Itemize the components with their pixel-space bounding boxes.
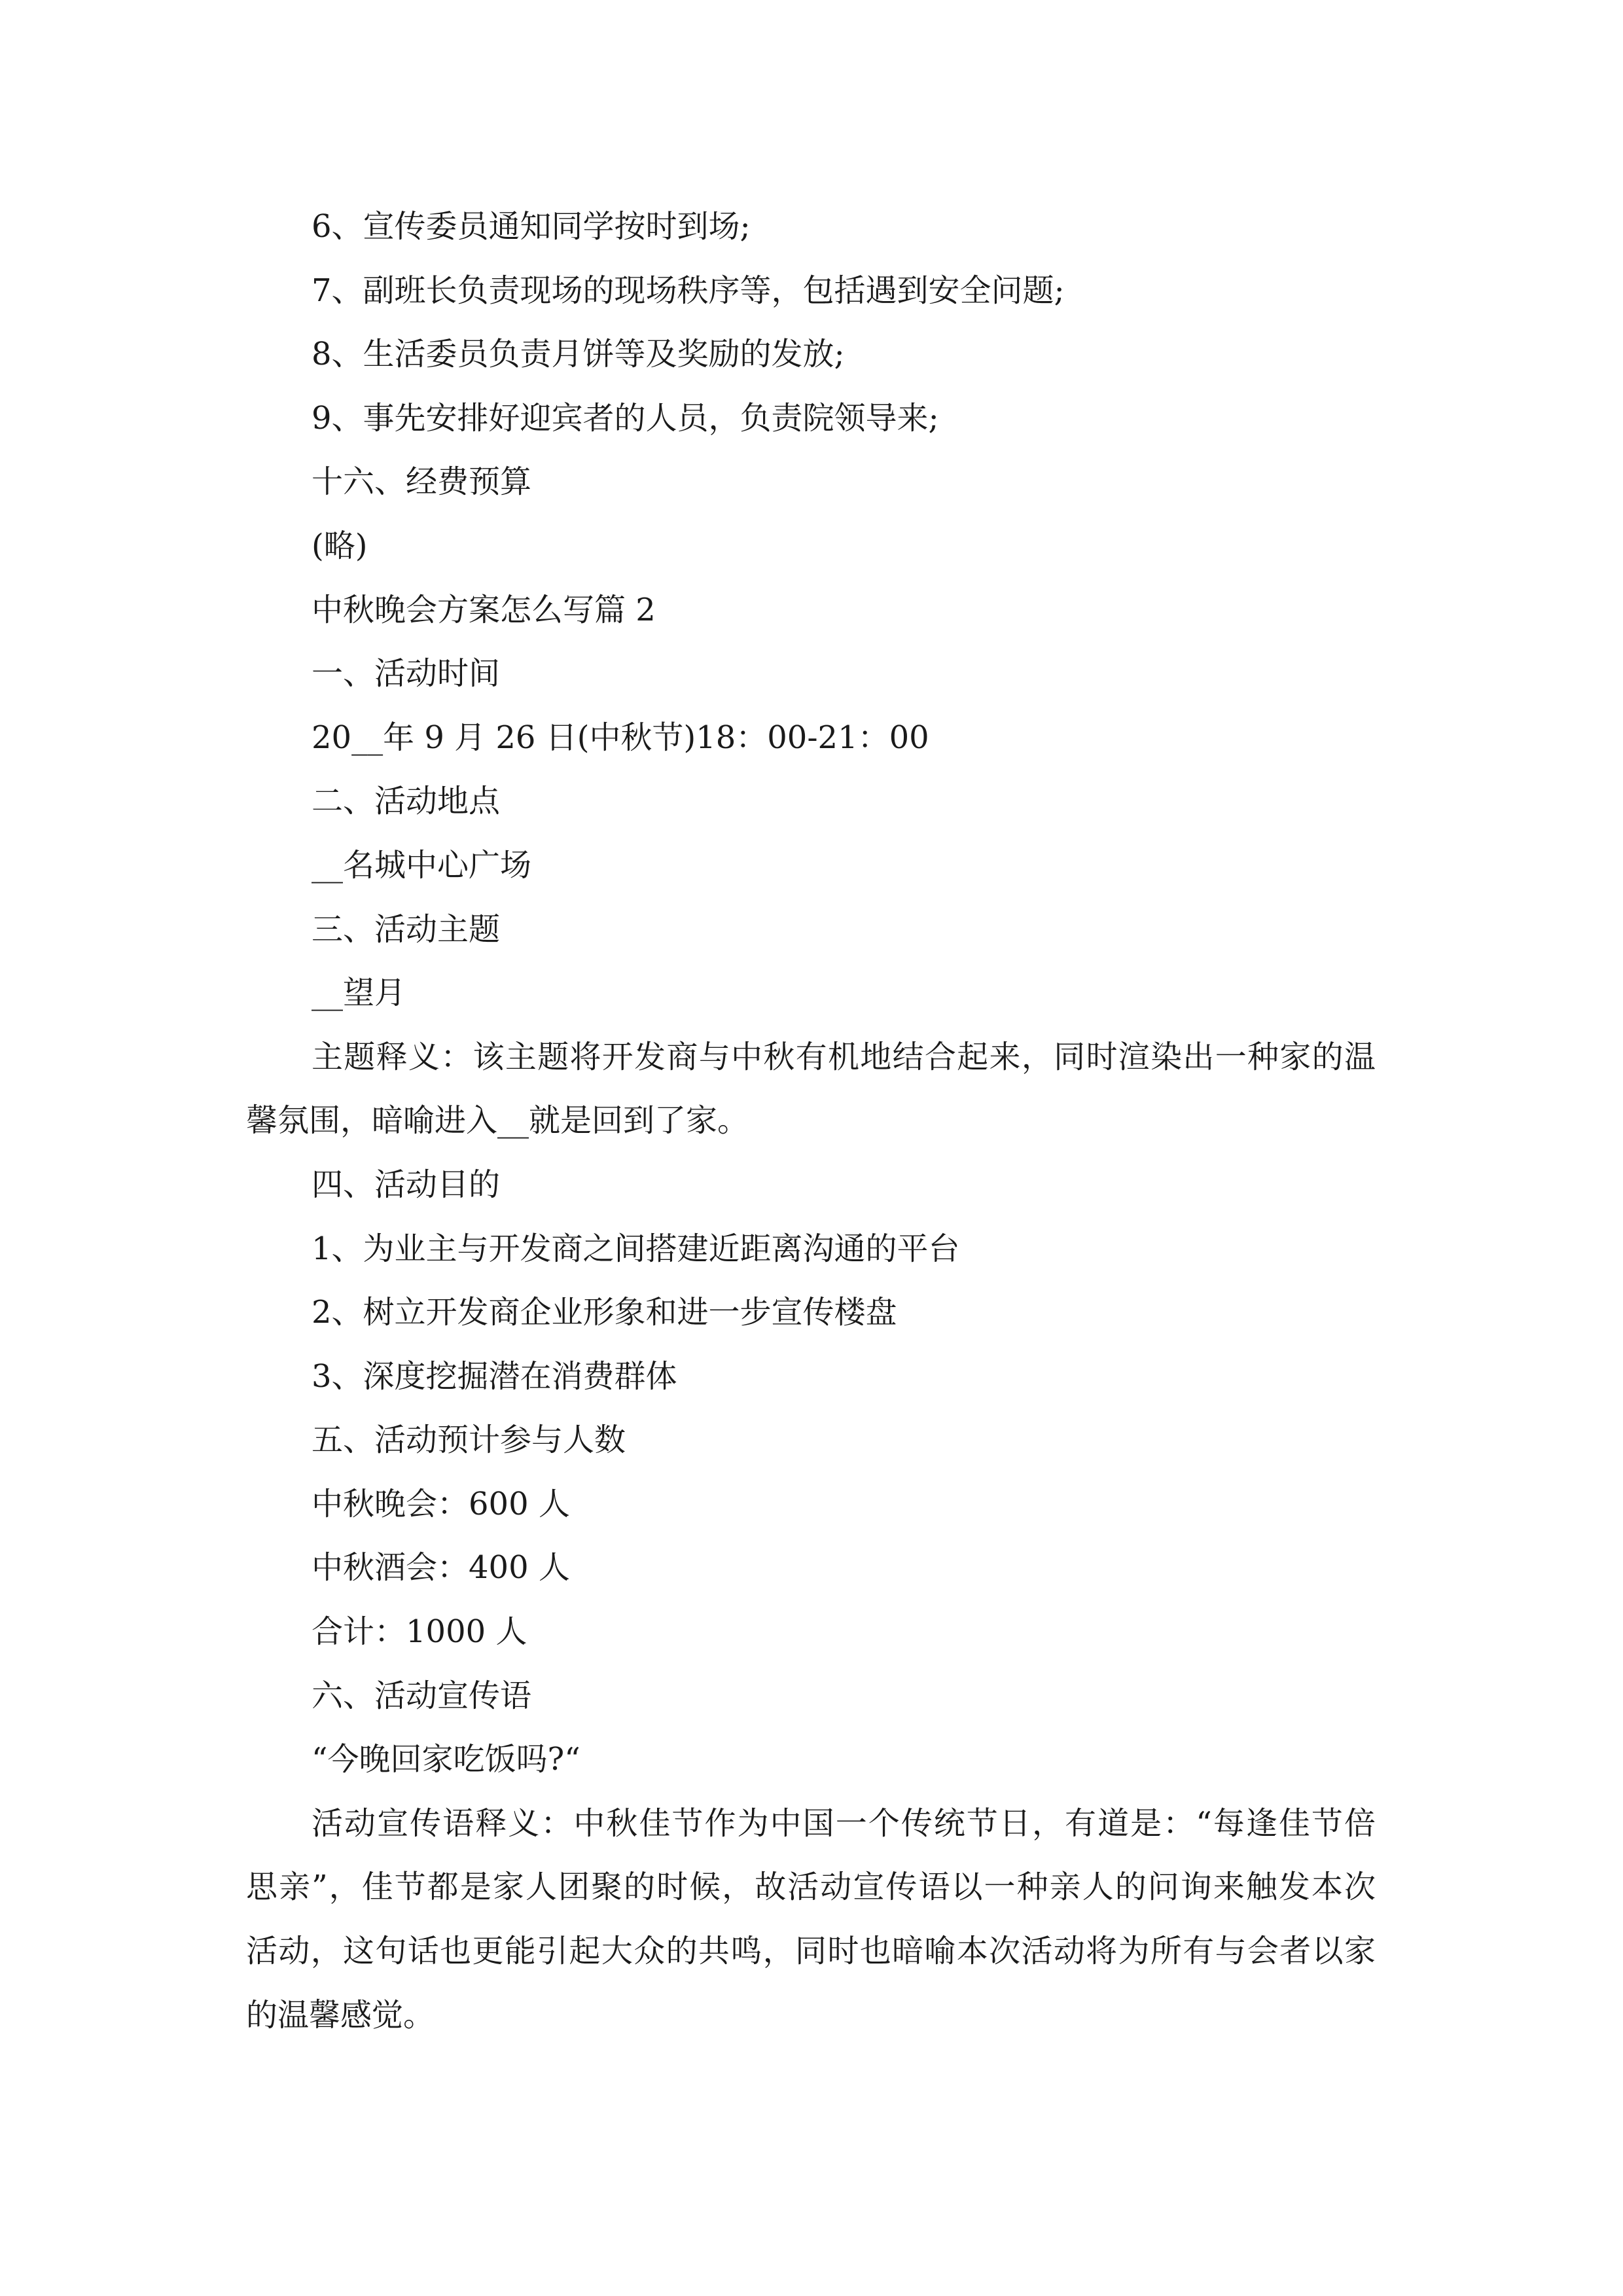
text-line: 中秋酒会：400 人	[312, 1549, 570, 1587]
text-line: 十六、经费预算	[312, 463, 532, 501]
goal-item-1	[246, 1217, 1376, 1282]
text-line: 中秋晚会方案怎么写篇 2	[312, 591, 656, 628]
duty-item-9	[246, 387, 1376, 451]
text-line: 四、活动目的	[312, 1166, 501, 1203]
text-line: 活动，这句话也更能引起大众的共鸣，同时也暗喻本次活动将为所有与会者以家	[246, 1933, 1376, 1970]
budget-note	[246, 514, 1376, 579]
duty-item-8	[246, 323, 1376, 387]
text-line: 五、活动预计参与人数	[312, 1422, 626, 1459]
attendance-banquet	[246, 1536, 1376, 1600]
text-line: 1、为业主与开发商之间搭建近距离沟通的平台	[312, 1230, 960, 1267]
goal-item-2	[246, 1281, 1376, 1345]
text-line: 合计：1000 人	[312, 1613, 527, 1651]
slogan-explanation	[246, 1792, 1376, 2047]
theme-explanation	[246, 1026, 1376, 1153]
event-theme	[246, 961, 1376, 1026]
section-heading-goals	[246, 1153, 1376, 1217]
text-line: 的温馨感觉。	[246, 1996, 435, 2034]
text-line: 8、生活委员负责月饼等及奖励的发放;	[312, 336, 845, 373]
section-heading-budget	[246, 450, 1376, 514]
text-line: 馨氛围，暗喻进入__就是回到了家。	[246, 1102, 749, 1139]
attendance-gala	[246, 1473, 1376, 1537]
text-line: 9、事先安排好迎宾者的人员，负责院领导来;	[312, 399, 939, 437]
section-heading-time	[246, 642, 1376, 706]
text-line: __望月	[312, 975, 406, 1012]
text-line: 活动宣传语释义：中秋佳节作为中国一个传统节日，有道是：“每逢佳节倍	[312, 1804, 1376, 1842]
text-line: 2、树立开发商企业形象和进一步宣传楼盘	[312, 1294, 897, 1331]
slogan	[246, 1728, 1376, 1792]
document-body	[246, 195, 1376, 2047]
text-line: 六、活动宣传语	[312, 1677, 532, 1714]
text-line: (略)	[312, 527, 368, 564]
text-line: 7、副班长负责现场的现场秩序等，包括遇到安全问题;	[312, 272, 1065, 309]
section-heading-venue	[246, 770, 1376, 834]
text-line: 6、宣传委员通知同学按时到场;	[312, 208, 751, 245]
text-line: __名城中心广场	[312, 846, 532, 884]
text-line: 中秋晚会：600 人	[312, 1485, 570, 1522]
duty-item-7	[246, 259, 1376, 323]
article-title	[246, 579, 1376, 643]
text-line: 主题释义：该主题将开发商与中秋有机地结合起来，同时渲染出一种家的温	[312, 1038, 1376, 1075]
text-line: 思亲”，佳节都是家人团聚的时候，故活动宣传语以一种亲人的问询来触发本次	[246, 1869, 1376, 1906]
text-line: 二、活动地点	[312, 783, 501, 820]
text-line: 三、活动主题	[312, 910, 501, 948]
goal-item-3	[246, 1345, 1376, 1409]
text-line: 20__年 9 月 26 日(中秋节)18：00-21：00	[312, 719, 929, 756]
event-venue	[246, 834, 1376, 898]
attendance-total	[246, 1600, 1376, 1664]
section-heading-slogan	[246, 1664, 1376, 1729]
duty-item-6	[246, 195, 1376, 259]
text-line: 一、活动时间	[312, 655, 501, 692]
section-heading-theme	[246, 898, 1376, 962]
section-heading-attendance	[246, 1408, 1376, 1473]
event-time	[246, 706, 1376, 770]
text-line: 3、深度挖掘潜在消费群体	[312, 1357, 677, 1395]
text-line: “今晚回家吃饭吗?“	[312, 1741, 580, 1778]
